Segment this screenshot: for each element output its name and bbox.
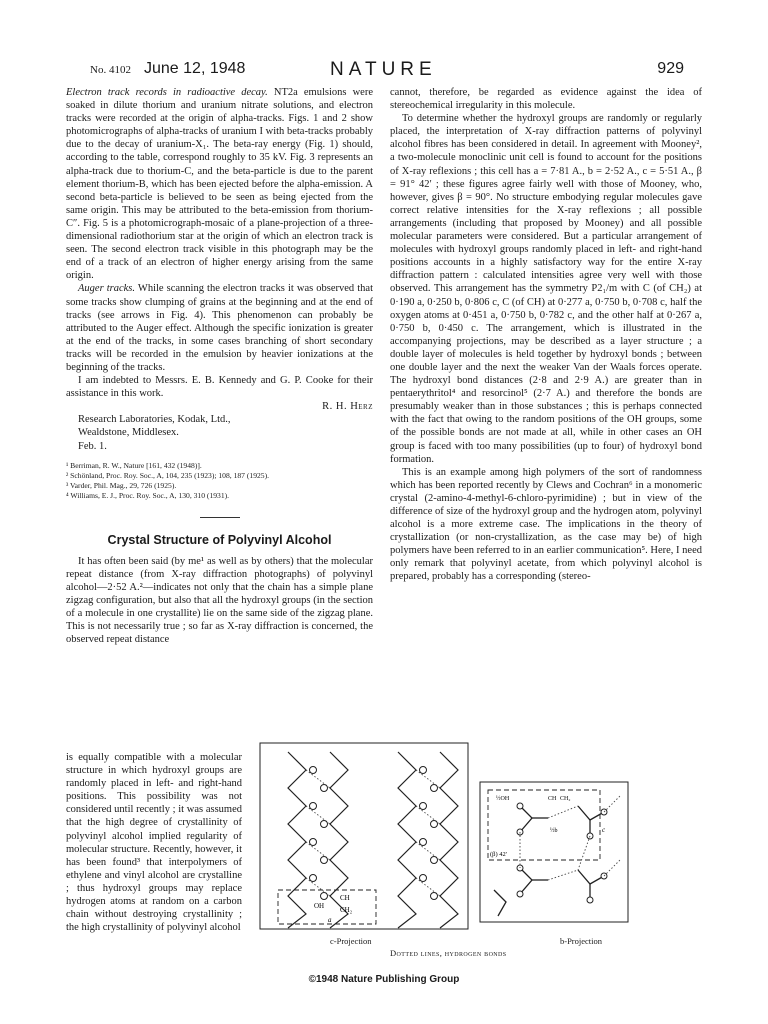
- left-column: [66, 86, 373, 646]
- paragraph-lead: Auger tracks.: [78, 283, 136, 295]
- label-axis-a: a: [328, 916, 332, 924]
- paragraph-randomness: This is an example among high polymers of the sort of randomness which has been reported recently by Clews and Cochran⁶ in a monomeric crystal (2-amino-4-methyl-6-chloro-pyrimidine) ; but in view of the difference of size of the hydroxyl group and the hydrogen atom, polyvinyl alcohol is a more extreme case. The implications in the theory of crystallization (or non-crystallization, as the case may be) of high polymers have been referred to in an earlier communication⁵. Here, I need only remark that polyvinyl acetate, from which polyvinyl alcohol is prepared, probably has a corresponding (stereo-: [390, 466, 702, 583]
- page-header: [90, 60, 684, 82]
- reference-list: [66, 461, 373, 501]
- label-oh: OH: [314, 902, 325, 910]
- paragraph-continued: cannot, therefore, be regarded as evidence against the idea of stereochemical irregularity in this molecule.: [390, 87, 702, 112]
- paragraph-unit-cell: To determine whether the hydroxyl groups are randomly or regularly placed, the interpretation of X-ray diffraction patterns of polyvinyl alcohol fibres has been considered in detail. In agreement with Mooney², a two-molecule monoclinic unit cell is found to account for the positions of X-ray reflexions ; this cell has a = 7·81 A., b = 2·52 A., c = 5·51 A., β = 91° 42′ ; these figures agree fairly well with those of Mooney, who, however, gives β = 90°. No structure embodying regular molecules gave correct relative intensities for the X-ray reflexions ; all possible arrangements (including that proposed by Mooney) and all possible molecular parameters were considered. But a particular arrangement of molecules with hydroxyl groups randomly placed in left- and right-hand positions accounts in a highly satisfactory way for the entire X-ray diffraction pattern : calculated intensities agree very well with those observed. This arrangement has the symmetry P2₁/m with C (of CH₂) at 0·190 a, 0·250 b, 0·806 c, C (of CH) at 0·277 a, 0·750 b, 0·708 c, half the oxygen atoms at 0·451 a, 0·750 b, 0·782 c, and the other half at 0·267 a, 0·750 b, 0·450 c. The arrangement, which is illustrated in the accompanying projections, may be described as a layer structure ; a double layer of molecules is held together by hydroxyl bonds ; between one double layer and the next the weaker Van der Waals forces operate. The hydroxyl bond distances (2·8 and 2·9 A.) are greater than in pentaerythritol⁴ and resorcinol⁵ (2·7 A.) and therefore the bonds are presumably weaker than in those substances ; this is perhaps connected with the fact that owing to the random positions of the OH groups, some of the possible bonds are not made at all, while in other cases an OH group is faced with too many possibilities (up to four) of hydroxyl bond formation.: [390, 113, 702, 465]
- paragraph-acknowledgement: I am indebted to Messrs. E. B. Kennedy and G. P. Cooke for their assistance in this work.: [66, 375, 373, 400]
- author-signature: R. H. Herz: [322, 401, 373, 413]
- narrow-column: [66, 751, 242, 934]
- section-divider: [200, 517, 240, 518]
- paragraph-electron-tracks: [66, 86, 373, 282]
- paragraph-continued: is equally compatible with a molecular structure in which hydroxyl groups are randomly placed in left- and right-hand positions. This possibility was not considered until recently ; it was assumed that the high degree of crystallinity of polyvinyl alcohol implied regularity of molecular structure. Recently, however, it has been found³ that interpolymers of ethylene and vinyl alcohol are crystalline ; thus hydroxyl groups may replace hydrogen atoms at random on a carbon chain without destroying crystallinity ; the high crystallinity of polyvinyl alcohol: [66, 752, 242, 934]
- label-ch2: CH₂: [340, 906, 353, 914]
- paragraph-auger-tracks: [66, 282, 373, 374]
- c-projection-frame: [260, 743, 468, 929]
- projection-diagram: [258, 740, 630, 950]
- caption-main: Dotted lines, hydrogen bonds: [390, 948, 507, 958]
- label-b-half: ½b: [550, 828, 558, 834]
- copyright-footer: ©1948 Nature Publishing Group: [308, 974, 460, 985]
- label-axis-c: c: [602, 826, 606, 834]
- paragraph-body: NT2a emulsions were soaked in dilute thorium and uranium nitrate solutions, and electron tracks were recorded at the origin of alpha-tracks. Figs. 1 and 2 show photomicrographs of alpha-tracks of uranium I with beta-tracks probably due to the decay of uranium-X₁. The beta-ray energy (Fig. 1) should, according to the table, correspond roughly to 35 kV. Fig. 3 represents an alpha-track due to thorium-C, and the beta-particle is due to the parent element thorium-B, which has been ejected before the alpha-emission. A second beta-particle is believed to be seen as being ejected from the same origin. This may be attributed to the beta-emission from thorium-C″. Fig. 5 is a photomicrograph-mosaic of a plane-projection of a three-dimensional radiothorium star at the origin of which an electron track is seen. The second electron track visible in this photograph may be the end of a track of an electron of higher energy arising from the same origin.: [66, 87, 373, 282]
- paragraph-body: While scanning the electron tracks it was observed that some tracks show clumping of grains at the beginning and at the end of tracks (see arrows in Fig. 4). This phenomenon can probably be attributed to the Auger effect. Although the specific ionization is greater at the end of the tracks, in some cases branching of short secondary tracks will be recorded in the emulsion by heavier ionizations at the beginning of the tracks.: [66, 283, 373, 373]
- reference-item: ⁴ Williams, E. J., Proc. Roy. Soc., A, 130, 310 (1931).: [66, 490, 230, 500]
- label-ch: CH: [340, 894, 350, 902]
- journal-title: NATURE: [330, 59, 437, 80]
- reference-item: ³ Varder, Phil. Mag., 29, 726 (1925).: [66, 480, 177, 490]
- zigzag-chain: [398, 752, 458, 928]
- reference-item: ¹ Berriman, R. W., Nature [161, 432 (1948)].: [66, 460, 202, 470]
- caption-b-projection: b-Projection: [560, 936, 603, 946]
- figure-projections: [258, 740, 630, 958]
- label-beta-angle: (β) 42′: [490, 851, 508, 858]
- paragraph-intro: It has often been said (by me¹ as well as by others) that the molecular repeat distance (from X-ray diffraction photographs) of polyvinyl alcohol—2·52 A.²—indicates not only that the chain has a simple plane zigzag configuration, but also that all the hydroxyl groups (in the section of a molecule in one crystallite) lie on the same side of the zigzag plane. This is not necessarily true ; so far as X-ray diffraction is concerned, the observed repeat distance: [66, 555, 373, 646]
- issue-number: No. 4102: [90, 64, 131, 76]
- label-oh-half: ½OH: [496, 796, 510, 802]
- issue-date: June 12, 1948: [144, 60, 246, 77]
- hydrogen-bond-lines: [520, 796, 620, 880]
- affiliation-line-1: Research Laboratories, Kodak, Ltd.,: [78, 414, 231, 426]
- affiliation-date: Feb. 1.: [78, 440, 107, 452]
- label-ch-b: CH: [548, 796, 557, 802]
- page-number: 929: [657, 60, 684, 77]
- caption-c-projection: c-Projection: [330, 936, 372, 946]
- reference-item: ² Schönland, Proc. Roy. Soc., A, 104, 235 (1923); 108, 187 (1925).: [66, 470, 270, 480]
- affiliation-line-2: Wealdstone, Middlesex.: [78, 427, 179, 439]
- paragraph-lead: Electron track records in radioactive decay.: [66, 87, 268, 98]
- right-column: [390, 86, 702, 584]
- section-title: Crystal Structure of Polyvinyl Alcohol: [107, 532, 332, 547]
- oxygen-atoms: [310, 767, 438, 900]
- label-ch2-b: CH₂: [560, 796, 571, 802]
